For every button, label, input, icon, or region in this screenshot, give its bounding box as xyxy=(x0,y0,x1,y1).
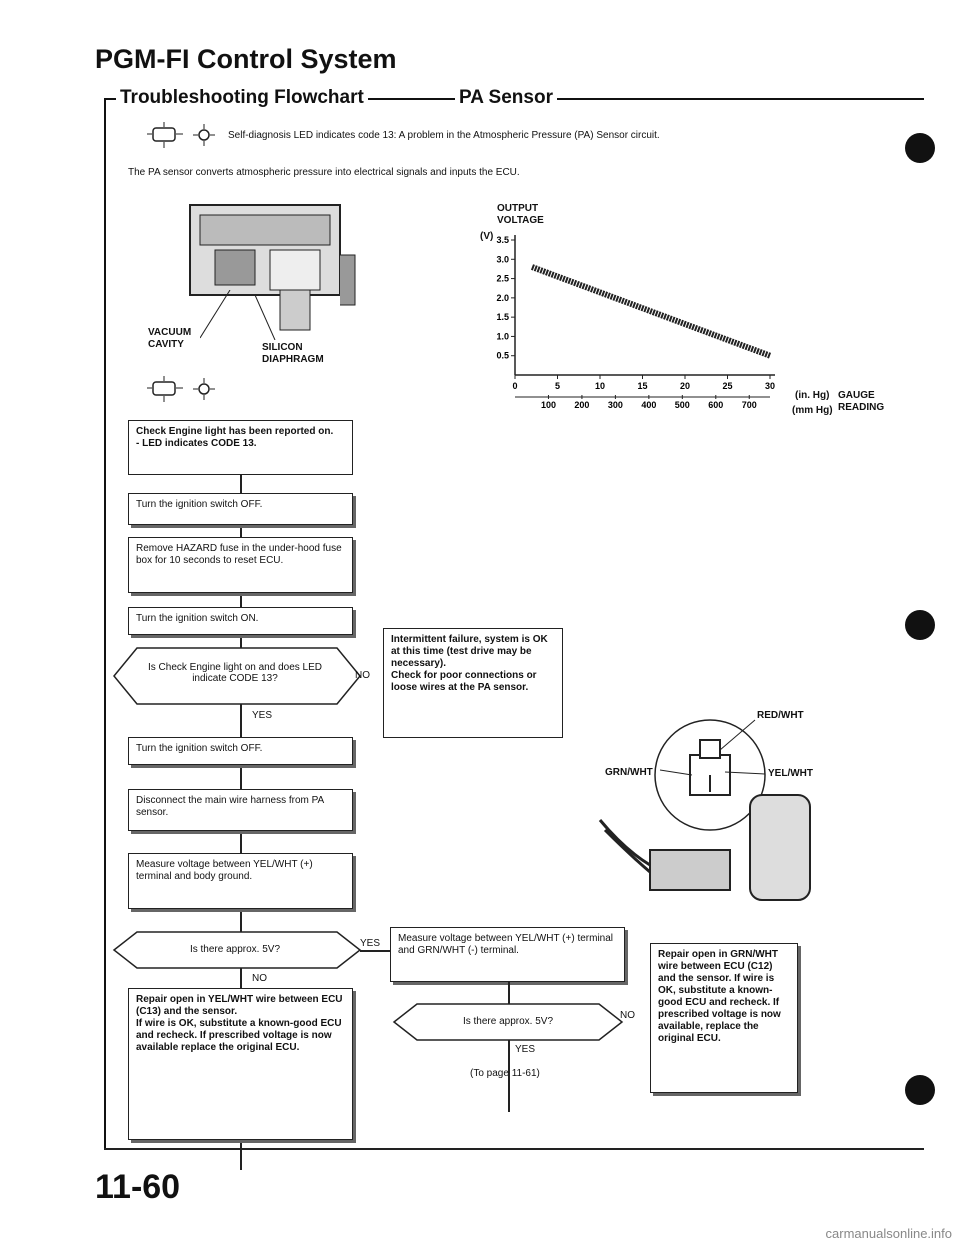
page-number: 11-60 xyxy=(95,1168,181,1206)
chart-y-tick-label: 3.0 xyxy=(496,254,509,265)
binder-hole-2 xyxy=(905,610,935,640)
led-icon-2 xyxy=(193,378,215,400)
chart-x-tick-label-inhg: 15 xyxy=(637,381,648,391)
chart-series-line xyxy=(532,267,770,356)
chart-x-tick-label-mmhg: 600 xyxy=(708,400,724,410)
repair-yel-wht-box: Repair open in YEL/WHT wire between ECU (C13) and the sensor. If wire is OK, substitute a known-good ECU and recheck. If prescribed voltage is now available replace the original ECU. xyxy=(128,988,353,1140)
chart-xlabel: GAUGE READING xyxy=(838,390,885,413)
chart-y-tick-label: 2.0 xyxy=(496,292,509,303)
step-remove-fuse: Remove HAZARD fuse in the under-hood fuse box for 10 seconds to reset ECU. xyxy=(128,537,353,593)
vacuum-cavity-label: VACUUM CAVITY xyxy=(148,327,192,350)
chart-x-tick-label-inhg: 10 xyxy=(594,381,606,391)
chart-yunit: (V) xyxy=(480,231,494,242)
chart-x-tick-label-mmhg: 300 xyxy=(607,400,623,410)
step-ignition-off: Turn the ignition switch OFF. xyxy=(128,493,353,525)
decision-1-yes: YES xyxy=(252,710,273,721)
intermittent-box: Intermittent failure, system is OK at this time (test drive may be necessary). Check for poor connections or loose wires at the PA sensor. xyxy=(383,628,563,738)
chart-x-tick-label-inhg: 5 xyxy=(554,381,561,391)
section-title: PA Sensor xyxy=(455,87,557,109)
red-wht-label: RED/WHT xyxy=(757,710,804,721)
grn-wht-label: GRN/WHT xyxy=(605,767,653,778)
check-engine-box: Check Engine light has been reported on. - LED indicates CODE 13. xyxy=(128,420,353,475)
chart-y-tick-label: 1.5 xyxy=(496,312,509,323)
decision-3-yes: YES xyxy=(515,1044,536,1055)
chart-x-tick-label-inhg: 0 xyxy=(512,381,518,391)
decision-2-no: NO xyxy=(252,973,267,984)
decision-1-no: NO xyxy=(355,670,370,681)
repair-grn-wht-box: Repair open in GRN/WHT wire between ECU (C12) and the sensor. If wire is OK, substitute a known-good ECU and recheck. If prescribed voltage is now available, replace the original ECU. xyxy=(650,943,798,1093)
voltage-chart xyxy=(470,225,790,415)
step-measure-2: Measure voltage between YEL/WHT (+) terminal and GRN/WHT (-) terminal. xyxy=(390,927,625,982)
chart-x-tick-label-mmhg: 200 xyxy=(574,400,590,410)
footer-rule xyxy=(104,1148,924,1150)
chart-y-tick-label: 2.5 xyxy=(496,273,509,284)
chart-xunit-top: (in. Hg) xyxy=(795,390,830,401)
binder-hole-1 xyxy=(905,133,935,163)
mil-icon xyxy=(145,122,185,148)
chart-x-tick-label-mmhg: 700 xyxy=(741,400,757,410)
chart-x-tick-label-mmhg: 100 xyxy=(540,400,556,410)
sensor-description: The PA sensor converts atmospheric pressure into electrical signals and inputs the ECU. xyxy=(128,167,520,178)
step-disconnect: Disconnect the main wire harness from PA sensor. xyxy=(128,789,353,831)
chart-x-tick-label-inhg: 30 xyxy=(764,381,776,391)
connector-illustration xyxy=(580,700,840,910)
chart-y-tick-label: 1.0 xyxy=(496,331,509,342)
chart-xunit-bottom: (mm Hg) xyxy=(792,405,833,416)
chart-x-tick-label-inhg: 25 xyxy=(722,381,733,391)
step-ignition-on: Turn the ignition switch ON. xyxy=(128,607,353,635)
watermark: carmanualsonline.info xyxy=(825,1226,952,1241)
yel-wht-label: YEL/WHT xyxy=(768,768,813,779)
chart-x-tick-label-mmhg: 500 xyxy=(674,400,690,410)
subtitle: Troubleshooting Flowchart xyxy=(116,87,368,109)
mil-icon-2 xyxy=(145,376,185,402)
chart-ylabel: OUTPUT VOLTAGE xyxy=(497,203,544,226)
decision-2-text: Is there approx. 5V? xyxy=(189,944,281,955)
left-border xyxy=(104,98,106,1148)
page-title: PGM-FI Control System xyxy=(95,44,397,74)
callout-lines xyxy=(200,290,300,340)
chart-y-tick-label: 3.5 xyxy=(496,235,509,245)
decision-3-text: Is there approx. 5V? xyxy=(462,1016,554,1027)
binder-hole-3 xyxy=(905,1075,935,1105)
decision-2-yes: YES xyxy=(360,938,381,949)
silicon-diaphragm-label: SILICON DIAPHRAGM xyxy=(262,342,324,365)
chart-y-tick-label: 0.5 xyxy=(496,350,509,361)
led-icon xyxy=(193,124,215,146)
chart-x-tick-label-mmhg: 400 xyxy=(641,400,657,410)
step-measure-1: Measure voltage between YEL/WHT (+) terminal and body ground. xyxy=(128,853,353,909)
decision-3-no: NO xyxy=(620,1010,635,1021)
code-note: Self-diagnosis LED indicates code 13: A problem in the Atmospheric Pressure (PA) Sensor circuit. xyxy=(228,130,660,141)
chart-x-tick-label-inhg: 20 xyxy=(679,381,691,391)
decision-1-text: Is Check Engine light on and does LED indicate CODE 13? xyxy=(148,662,322,684)
yes-connector xyxy=(360,950,390,952)
to-page-reference: (To page 11-61) xyxy=(470,1068,540,1079)
step-ignition-off-2: Turn the ignition switch OFF. xyxy=(128,737,353,765)
